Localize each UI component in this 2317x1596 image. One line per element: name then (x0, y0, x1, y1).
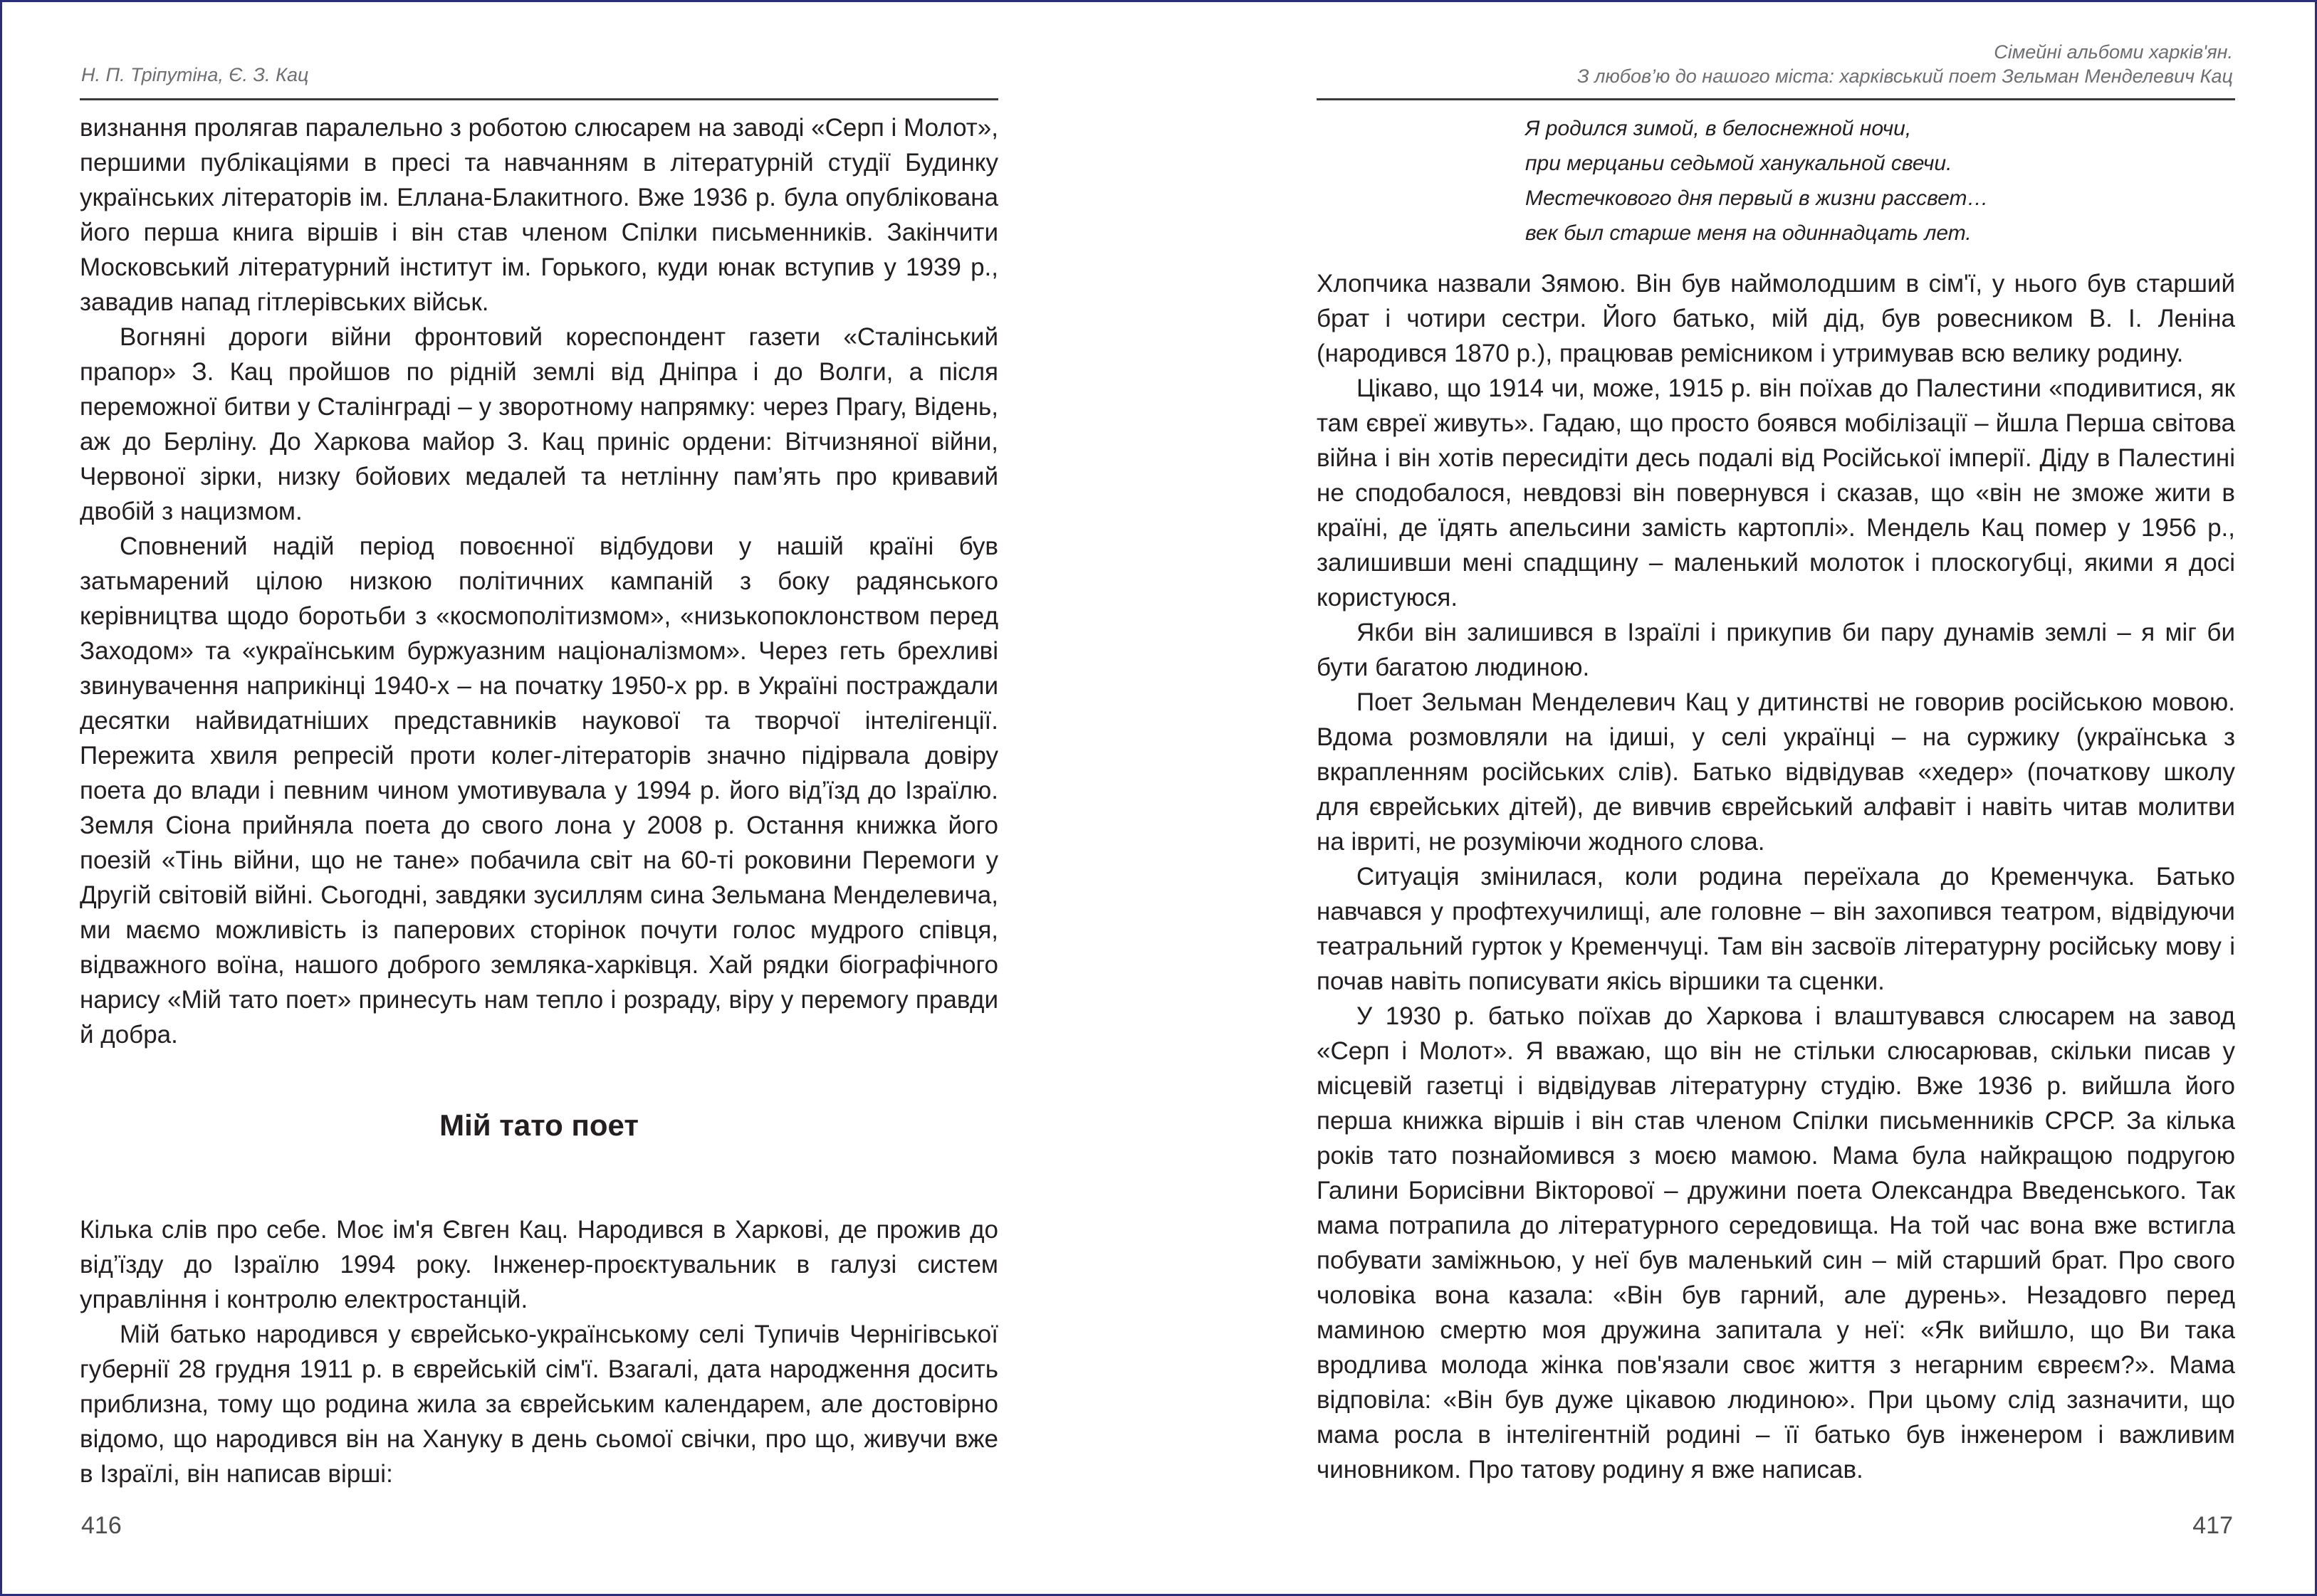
paragraph: Цікаво, що 1914 чи, може, 1915 р. він поїхав до Палестини «подивитися, як там євреї живуть». Гадаю, що просто боявся мобілізації – йшла Перша світова війна і він хотів пересидіти десь подалі від Російської імперії. Діду в Палестині не сподобалося, невдовзі він повернувся і сказав, що «він не зможе жити в країні, де їдять апельсини замість картоплі». Мендель Кац помер у 1956 р., залишивши мені спадщину – маленький молоток і плоскогубці, якими я досі користуюся. (1317, 374, 2235, 611)
body-text-bottom (80, 1212, 998, 1491)
header-rule (1317, 98, 2235, 100)
section-title: Мій тато поет (439, 1108, 639, 1142)
running-head-right (1577, 40, 2233, 88)
paragraph: Вогняні дороги війни фронтовий кореспондент газети «Сталінський прапор» З. Кац пройшов по рідній землі від Дніпра і до Волги, а після переможної битви у Сталінграді – у зворотному напрямку: через Прагу, Відень, аж до Берліну. До Харкова майор З. Кац приніс ордени: Вітчизняної війни, Червоної зірки, низку бойових медалей та нетлінну пам’ять про кривавий двобій з нацизмом. (80, 323, 998, 525)
paragraph: Сповнений надій період повоєнної відбудови у нашій країні був затьмарений цілою низкою політичних кампаній з боку радянського керівництва щодо боротьби з «космополітизмом», «низькопоклонством перед Заходом» та «українським буржуазним націоналізмом». Через геть брехливі звинувачення наприкінці 1940-х – на початку 1950-х рр. в Україні постраждали десятки найвидатніших представників наукової та творчої інтелігенції. Пережита хвиля репресій проти колег-літераторів значно підірвала довіру поета до влади і певним чином умотивувала у 1994 р. його від’їзд до Ізраїлю. Земля Сіона прийняла поета до свого лона у 2008 р. Остання книжка його поезій «Тінь війни, що не тане» побачила світ на 60-ті роковини Перемоги у Другій світовій війні. Сьогодні, завдяки зусиллям сина Зельмана Менделевича, ми маємо можливість із паперових сторінок почути голос мудрого співця, відважного воїна, нашого доброго земляка-харківця. Хай рядки біографічного нарису «Мій тато поет» принесуть нам тепло і розраду, віру у перемогу правди й добра. (80, 532, 998, 1049)
paragraph: Кілька слів про себе. Моє ім'я Євген Кац. Народився в Харкові, де прожив до від’їзду до Ізраїлю 1994 року. Інженер-проєктувальник в галузі систем управління і контролю електростанцій. (80, 1216, 998, 1313)
page-number: 417 (2192, 1512, 2233, 1539)
poem (1525, 111, 1988, 251)
paragraph: Якби він залишився в Ізраїлі і прикупив би пару дунамів землі – я міг би бути багатою людиною. (1317, 619, 2235, 681)
body-text (1317, 266, 2235, 1487)
poem-line: при мерцаньи седьмой ханукальной свечи. (1525, 152, 1952, 175)
paragraph: Хлопчика назвали Зямою. Він був наймолодшим в сім'ї, у нього був старший брат і чотири сестри. Його батько, мій дід, був ровесником В. І. Леніна (народився 1870 р.), працював ремісником і утримував всю велику родину. (1317, 270, 2235, 367)
paragraph: визнання пролягав паралельно з роботою слюсарем на заводі «Серп і Молот», першими публікаціями в пресі та навчанням в літературній студії Будинку українських літераторів ім. Еллана-Блакитного. Вже 1936 р. була опублікована його перша книга віршів і він став членом Спілки письменників. Закінчити Московський літературний інститут ім. Горького, куди юнак вступив у 1939 р., завадив напад гітлерівських військ. (80, 114, 998, 316)
poem-line: Я родился зимой, в белоснежной ночи, (1525, 117, 1912, 140)
poem-line: Местечкового дня первый в жизни рассвет… (1525, 187, 1989, 210)
paragraph: Мій батько народився у єврейсько-українському селі Тупичів Чернігівської губернії 28 грудня 1911 р. в єврейській сім'ї. Взагалі, дата народження досить приблизна, тому що родина жила за єврейським календарем, але достовірно відомо, що народився він на Ханукy в день сьомої свічки, про що, живучи вже в Ізраїлі, він написав вірші: (80, 1321, 998, 1488)
paragraph: Поет Зельман Менделевич Кац у дитинстві не говорив російською мовою. Вдома розмовляли на ідиші, у селі українці – на суржику (українська з вкрапленням російських слів). Батько відвідував «хедер» (початкову школу для єврейських дітей), де вивчив єврейський алфавіт і навіть читав молитви на івриті, не розуміючи жодного слова. (1317, 688, 2235, 856)
paragraph: Ситуація змінилася, коли родина переїхала до Кременчука. Батько навчався у профтехучилищі, але головне – він захопився театром, відвідуючи театральний гурток у Кременчуці. Там він засвоїв літературну російську мову і почав навіть пописувати якісь віршики та сценки. (1317, 863, 2235, 995)
header-rule (80, 98, 998, 100)
poem-line: век был старше меня на одиннадцать лет. (1525, 221, 1972, 245)
running-head-line: З любов’ю до нашого міста: харківський поет Зельман Менделевич Кац (1577, 65, 2233, 87)
running-head-line: Сімейні альбоми харків'ян. (1994, 41, 2233, 63)
body-text-top (80, 110, 998, 1052)
paragraph: У 1930 р. батько поїхав до Харкова і влаштувався слюсарем на завод «Серп і Молот». Я вважаю, що він не стільки слюсарював, скільки писав у місцевій газетці і відвідував літературну студію. Вже 1936 р. вийшла його перша книжка віршів і він став членом Спілки письменників СРСР. За кілька років тато познайомився з моєю мамою. Мама була найкращою подругою Галини Борисівни Вікторової – дружини поета Олександра Введенського. Так мама потрапила до літературного середовища. На той час вона вже встигла побувати заміжньою, у неї був маленький син – мій старший брат. Про свого чоловіка вона казала: «Він був гарний, але дурень». Незадовго перед маминою смертю моя дружина запитала у неї: «Як вийшло, що Ви така вродлива молода жінка пов'язали своє життя з негарним євреєм?». Мама відповіла: «Він був дуже цікавою людиною». При цьому слід зазначити, що мама росла в інтелігентній родині – її батько був інженером і важливим чиновником. Про татову родину я вже написав. (1317, 1002, 2235, 1484)
running-head-left: Н. П. Тріпутіна, Є. З. Кац (81, 64, 309, 85)
page-number: 416 (81, 1512, 122, 1539)
